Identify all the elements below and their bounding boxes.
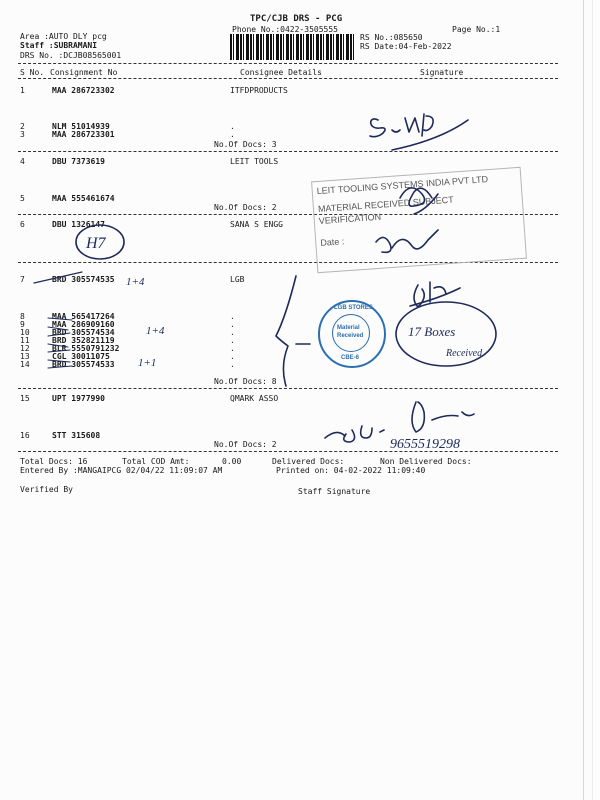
drs-number: DRS No. :DCJB08565001 [20,51,122,60]
consignment-no: BRD 305574535 [52,275,115,284]
col-signature: Signature [420,68,464,77]
consignment-no: MAA 286723302 [52,86,115,95]
row-sno: 6 [20,220,25,229]
row-sno: 10 [20,328,30,337]
annotation-count: 1+4 [146,325,165,337]
no-of-docs: No.Of Docs: 2 [214,203,277,212]
entered-by: Entered By :MANGAIPCG 02/04/22 11:09:07 AM [20,466,223,475]
dot-marker: . [230,344,235,353]
row-sno: 1 [20,86,25,95]
dot-marker: . [230,320,235,329]
stamp-date: Date : [320,236,345,248]
stamp-city: CBE-6 [341,355,360,361]
consignment-no: BLR 5550791232 [52,344,120,353]
bracket-mark [276,276,296,386]
row-sno: 9 [20,320,25,329]
row-sno: 4 [20,157,25,166]
dot-marker: . [230,328,235,337]
no-of-docs: No.Of Docs: 8 [214,377,277,386]
area-label: Area :AUTO DLY pcg [20,32,107,41]
signature-scribble [400,188,438,214]
stamp-line: VERIFICATION [318,211,382,226]
col-sno: S No. [20,68,45,77]
row-sno: 5 [20,194,25,203]
signature-scribble [376,230,438,252]
stamp-inner-text: Received [337,333,364,339]
strike-mark [34,272,82,283]
stamp-company: LEIT TOOLING SYSTEMS INDIA PVT LTD [316,174,489,197]
stamp-name: LGB STORES [334,305,373,311]
total-cod-label: Total COD Amt: [122,457,190,466]
consignee-name: SANA S ENGG [230,220,283,229]
row-sno: 11 [20,336,30,345]
dot-marker: . [230,312,235,321]
row-sno: 15 [20,394,30,403]
staff-signature-label: Staff Signature [298,487,371,496]
consignment-no: MAA 286723301 [52,130,115,139]
staff-label: Staff :SUBRAMANI [20,41,98,50]
row-sno: 13 [20,352,30,361]
row-sno: 16 [20,431,30,440]
non-delivered-docs: Non Delivered Docs: [380,457,472,466]
col-consignee: Consignee Details [240,68,322,77]
printed-on: Printed on: 04-02-2022 11:09:40 [276,466,426,475]
consignment-no: CGL 30011075 [52,352,110,361]
annotation-count: 1+4 [126,276,145,288]
signature-stroke [392,120,468,150]
annotation-count: 1+1 [138,357,157,369]
row-sno: 2 [20,122,25,131]
annotation-boxes: 17 Boxes [408,324,456,339]
verified-by: Verified By [20,485,73,494]
row-sno: 3 [20,130,25,139]
signature-scribble [325,402,474,442]
total-cod-value: 0.00 [222,457,242,466]
page-number: Page No.:1 [452,25,501,34]
consignment-no: DBU 1326147 [52,220,105,229]
total-docs: Total Docs: 16 [20,457,88,466]
consignment-no: MAA 555461674 [52,194,115,203]
row-sno: 14 [20,360,30,369]
annotation-phone: 9655519298 [390,437,460,452]
consignment-no: BRD 305574533 [52,360,115,369]
dot-marker: . [230,360,235,369]
row-sno: 12 [20,344,30,353]
row-sno: 8 [20,312,25,321]
consignment-no: BRD 352821119 [52,336,115,345]
consignment-no: BRD 305574534 [52,328,115,337]
annotation-received: Received [446,348,483,359]
row-sno: 7 [20,275,25,284]
signature-scribble [370,114,433,137]
consignee-name: QMARK ASSO [230,394,279,403]
delivered-docs: Delivered Docs: [272,457,345,466]
col-consignment: Consignment No [50,68,118,77]
strike-mark [48,318,72,368]
stamp-inner-text: Material [337,325,360,331]
consignment-no: UPT 1977990 [52,394,105,403]
dot-marker: . [230,336,235,345]
rs-date: RS Date:04-Feb-2022 [360,42,452,51]
consignment-no: NLM 51014939 [52,122,110,131]
consignment-no: MAA 286909160 [52,320,115,329]
dot-marker: . [230,352,235,361]
stamp-line: MATERIAL RECEIVED SUBJECT [317,194,455,215]
consignee-name: LEIT TOOLS [230,157,279,166]
consignee-name: LGB [230,275,245,284]
dot-marker: . [230,122,235,131]
rs-number: RS No.:085650 [360,33,423,42]
annotation-h7: H7 [86,235,106,252]
dot-marker: . [230,130,235,139]
no-of-docs: No.Of Docs: 2 [214,440,277,449]
consignment-no: DBU 7373619 [52,157,105,166]
consignment-no: MAA 565417264 [52,312,115,321]
document-title: TPC/CJB DRS - PCG [250,14,343,24]
no-of-docs: No.Of Docs: 3 [214,140,277,149]
phone-number: Phone No.:0422-3505555 [232,25,338,34]
consignment-no: STT 315608 [52,431,101,440]
consignee-name: ITFDPRODUCTS [230,86,288,95]
